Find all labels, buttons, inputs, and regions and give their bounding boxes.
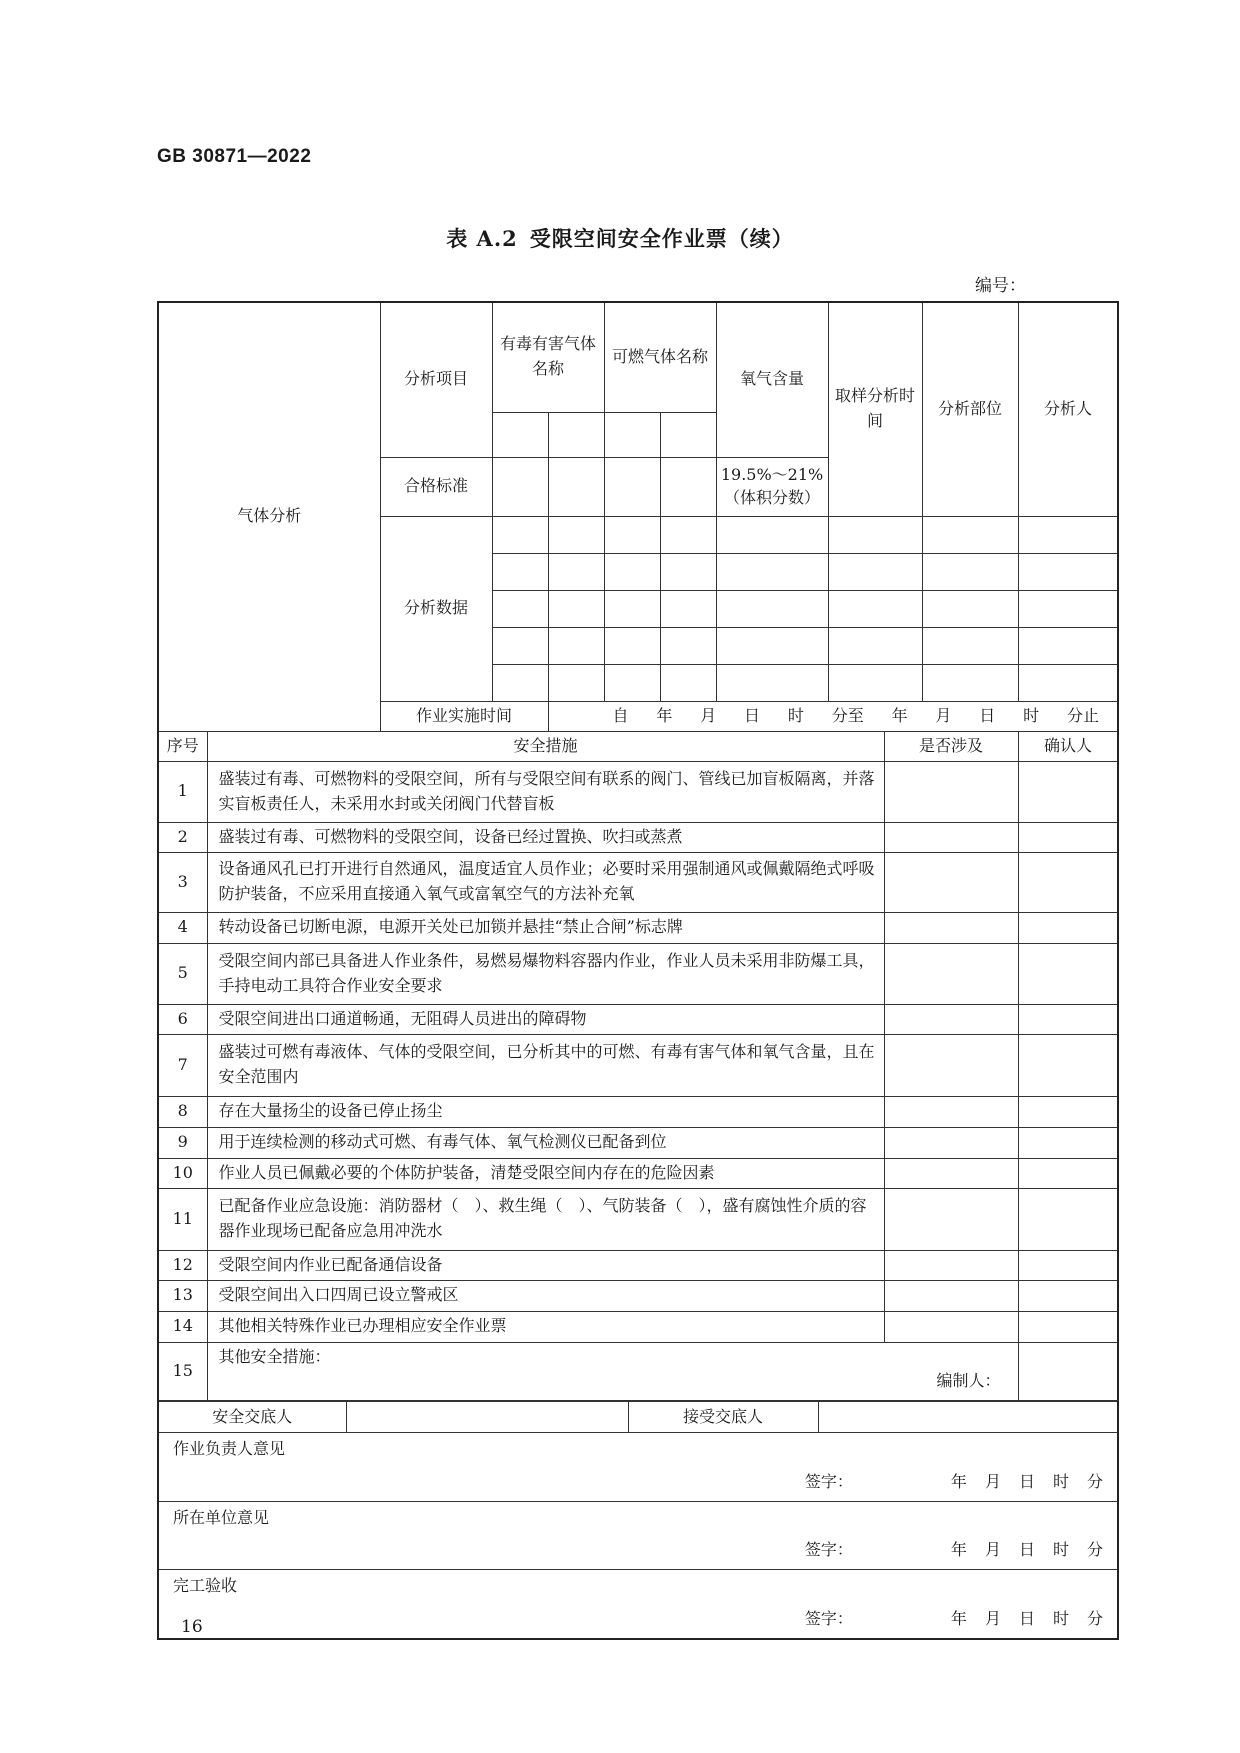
- analysis-item-label: 分析项目: [380, 302, 492, 457]
- data-cell[interactable]: [828, 664, 922, 701]
- year-label: 年: [950, 1471, 967, 1491]
- data-cell[interactable]: [660, 553, 716, 590]
- confirm-cell[interactable]: [1018, 1127, 1118, 1158]
- day-label: 日: [744, 705, 761, 725]
- opinion-unit-section[interactable]: [158, 1501, 1118, 1570]
- minute-label: 分: [1086, 1608, 1103, 1628]
- confirm-cell[interactable]: [1018, 822, 1118, 852]
- involved-cell[interactable]: [884, 1034, 1018, 1096]
- measure-no: 3: [158, 852, 207, 912]
- to-label: 分至: [831, 705, 864, 725]
- measure-no: 7: [158, 1034, 207, 1096]
- briefing-receiver-label: 接受交底人: [628, 1402, 818, 1433]
- table-name: 受限空间安全作业票（续）: [529, 226, 794, 251]
- measure-text: 作业人员已佩戴必要的个体防护装备，清楚受限空间内存在的危险因素: [207, 1158, 884, 1188]
- confirm-cell[interactable]: [1018, 1158, 1118, 1188]
- involved-cell[interactable]: [884, 1004, 1018, 1034]
- day-label: 日: [1018, 1540, 1035, 1560]
- data-cell[interactable]: [716, 553, 828, 590]
- oxygen-standard-unit: （体积分数）: [724, 487, 821, 507]
- toxic-gas-1-cell[interactable]: [492, 412, 548, 457]
- measure-no: 15: [158, 1342, 207, 1400]
- measure-no: 11: [158, 1188, 207, 1250]
- combustible-gas-1-cell[interactable]: [604, 412, 660, 457]
- data-cell[interactable]: [604, 590, 660, 627]
- signature-date: [933, 1607, 1103, 1632]
- data-cell[interactable]: [548, 516, 604, 553]
- hour-label: 时: [1023, 705, 1040, 725]
- data-cell[interactable]: [828, 553, 922, 590]
- from-label: 自: [612, 705, 629, 725]
- year-label: 年: [891, 705, 908, 725]
- day-label: 日: [1018, 1608, 1035, 1628]
- data-cell[interactable]: [660, 590, 716, 627]
- measure-text: 设备通风孔已打开进行自然通风，温度适宜人员作业；必要时采用强制通风或佩戴隔绝式呼吸防护装备，不应采用直接通入氧气或富氧空气的方法补充氧: [207, 852, 884, 912]
- confirm-cell[interactable]: [1018, 1034, 1118, 1096]
- data-cell[interactable]: [716, 664, 828, 701]
- confirm-cell[interactable]: [1018, 1188, 1118, 1250]
- measure-no: 13: [158, 1280, 207, 1311]
- data-cell[interactable]: [828, 627, 922, 664]
- opinion-leader-section[interactable]: [158, 1433, 1118, 1502]
- standard-label: 合格标准: [380, 457, 492, 516]
- measure-no: 2: [158, 822, 207, 852]
- work-time-label: 作业实施时间: [380, 701, 548, 731]
- month-label: 月: [935, 705, 952, 725]
- confirm-cell[interactable]: [1018, 1096, 1118, 1127]
- table-number: 表 A.2: [446, 226, 518, 251]
- measure-text: 用于连续检测的移动式可燃、有毒气体、氧气检测仪已配备到位: [207, 1127, 884, 1158]
- signoff-table: [157, 1401, 1119, 1640]
- col-header-measure: 安全措施: [207, 731, 884, 761]
- data-cell[interactable]: [828, 590, 922, 627]
- work-time-field[interactable]: [548, 701, 1118, 731]
- data-cell[interactable]: [548, 553, 604, 590]
- measure-text: 盛装过可燃有毒液体、气体的受限空间，已分析其中的可燃、有毒有害气体和氧气含量，且在安全范围内: [207, 1034, 884, 1096]
- minute-label: 分: [1086, 1471, 1103, 1491]
- confirm-cell[interactable]: [1018, 1342, 1118, 1400]
- involved-cell[interactable]: [884, 1096, 1018, 1127]
- measure-text: 受限空间内部已具备进人作业条件，易燃易爆物料容器内作业，作业人员未采用非防爆工具，手持电动工具符合作业安全要求: [207, 943, 884, 1004]
- data-cell[interactable]: [548, 627, 604, 664]
- data-cell[interactable]: [1018, 516, 1118, 553]
- toxic-gas-2-cell[interactable]: [548, 412, 604, 457]
- measure-text: 受限空间出入口四周已设立警戒区: [207, 1280, 884, 1311]
- involved-cell[interactable]: [884, 1311, 1018, 1342]
- col-header-involved: 是否涉及: [884, 731, 1018, 761]
- data-cell[interactable]: [828, 516, 922, 553]
- data-cell[interactable]: [492, 553, 548, 590]
- data-cell[interactable]: [492, 664, 548, 701]
- data-cell[interactable]: [1018, 590, 1118, 627]
- measure-text: 盛装过有毒、可燃物料的受限空间，设备已经过置换、吹扫或蒸煮: [207, 822, 884, 852]
- data-cell[interactable]: [922, 553, 1018, 590]
- briefing-giver-label: 安全交底人: [158, 1402, 346, 1433]
- measure-no: 5: [158, 943, 207, 1004]
- data-cell[interactable]: [660, 516, 716, 553]
- measure-text: 转动设备已切断电源，电源开关处已加锁并悬挂“禁止合闸”标志牌: [207, 912, 884, 943]
- standard-number: GB 30871—2022: [157, 146, 312, 167]
- signature-label: 签字：: [804, 1608, 853, 1628]
- hour-label: 时: [1052, 1540, 1069, 1560]
- oxygen-content-header: 氧气含量: [716, 302, 828, 457]
- analysis-position-header: 分析部位: [922, 302, 1018, 516]
- other-measures-field[interactable]: [207, 1342, 1018, 1400]
- confirm-cell[interactable]: [1018, 943, 1118, 1004]
- gas-analysis-label: 气体分析: [158, 302, 380, 731]
- toxic-gas-name-header: 有毒有害气体名称: [492, 302, 604, 412]
- minute-label: 分: [1086, 1540, 1103, 1560]
- measure-text: 盛装过有毒、可燃物料的受限空间，所有与受限空间有联系的阀门、管线已加盲板隔离，并落实盲板责任人，未采用水封或关闭阀门代替盲板: [207, 761, 884, 822]
- involved-cell[interactable]: [884, 1188, 1018, 1250]
- standard-combustible-1-cell[interactable]: [604, 457, 660, 516]
- measure-no: 12: [158, 1250, 207, 1280]
- confirm-cell[interactable]: [1018, 761, 1118, 822]
- confirm-cell[interactable]: [1018, 1250, 1118, 1280]
- confirm-cell[interactable]: [1018, 1280, 1118, 1311]
- standard-toxic-2-cell[interactable]: [548, 457, 604, 516]
- briefing-giver-field[interactable]: [346, 1402, 628, 1433]
- data-cell[interactable]: [922, 627, 1018, 664]
- data-cell[interactable]: [548, 664, 604, 701]
- data-cell[interactable]: [492, 627, 548, 664]
- month-label: 月: [984, 1540, 1001, 1560]
- data-cell[interactable]: [1018, 627, 1118, 664]
- measure-text: 其他相关特殊作业已办理相应安全作业票: [207, 1311, 884, 1342]
- data-cell[interactable]: [604, 664, 660, 701]
- completion-acceptance-section[interactable]: [158, 1570, 1118, 1639]
- data-cell[interactable]: [660, 627, 716, 664]
- data-cell[interactable]: [492, 590, 548, 627]
- measure-text: 受限空间内作业已配备通信设备: [207, 1250, 884, 1280]
- page-number: 16: [181, 1617, 203, 1637]
- measure-no: 1: [158, 761, 207, 822]
- data-cell[interactable]: [604, 516, 660, 553]
- signature-label: 签字：: [804, 1471, 853, 1491]
- involved-cell[interactable]: [884, 912, 1018, 943]
- year-label: 年: [950, 1608, 967, 1628]
- permit-table: [157, 301, 1119, 1401]
- month-label: 月: [700, 705, 717, 725]
- data-cell[interactable]: [604, 553, 660, 590]
- opinion-title: 完工验收: [173, 1576, 238, 1596]
- confirm-cell[interactable]: [1018, 912, 1118, 943]
- hour-label: 时: [1052, 1608, 1069, 1628]
- col-header-confirm: 确认人: [1018, 731, 1118, 761]
- opinion-title: 所在单位意见: [173, 1507, 270, 1527]
- involved-cell[interactable]: [884, 1127, 1018, 1158]
- other-measures-label: 其他安全措施：: [218, 1346, 331, 1366]
- analyst-header: 分析人: [1018, 302, 1118, 516]
- signature-date: [933, 1470, 1103, 1495]
- data-cell[interactable]: [716, 516, 828, 553]
- data-cell[interactable]: [922, 590, 1018, 627]
- measure-text: 受限空间进出口通道畅通，无阻碍人员进出的障碍物: [207, 1004, 884, 1034]
- involved-cell[interactable]: [884, 1280, 1018, 1311]
- measure-text: 已配备作业应急设施：消防器材（ ）、救生绳（ ）、气防装备（ ），盛有腐蚀性介质的容器作业现场已配备应急用冲洗水: [207, 1188, 884, 1250]
- measure-no: 10: [158, 1158, 207, 1188]
- year-label: 年: [656, 705, 673, 725]
- day-label: 日: [979, 705, 996, 725]
- year-label: 年: [950, 1540, 967, 1560]
- data-cell[interactable]: [660, 664, 716, 701]
- measure-no: 9: [158, 1127, 207, 1158]
- signature-date: [933, 1538, 1103, 1563]
- hour-label: 时: [1052, 1471, 1069, 1491]
- data-cell[interactable]: [922, 664, 1018, 701]
- serial-number-label: 编号：: [975, 276, 1026, 296]
- month-label: 月: [984, 1471, 1001, 1491]
- involved-cell[interactable]: [884, 852, 1018, 912]
- confirm-cell[interactable]: [1018, 1311, 1118, 1342]
- combustible-gas-2-cell[interactable]: [660, 412, 716, 457]
- opinion-title: 作业负责人意见: [173, 1439, 286, 1458]
- measure-text: 存在大量扬尘的设备已停止扬尘: [207, 1096, 884, 1127]
- table-title: [0, 223, 1240, 253]
- involved-cell[interactable]: [884, 1250, 1018, 1280]
- data-cell[interactable]: [1018, 553, 1118, 590]
- oxygen-standard: [716, 457, 828, 516]
- measure-no: 8: [158, 1096, 207, 1127]
- standard-toxic-1-cell[interactable]: [492, 457, 548, 516]
- signature-label: 签字：: [804, 1540, 853, 1560]
- preparer-label: 编制人：: [936, 1371, 1001, 1391]
- data-cell[interactable]: [922, 516, 1018, 553]
- measure-no: 14: [158, 1311, 207, 1342]
- day-label: 日: [1018, 1471, 1035, 1491]
- briefing-receiver-field[interactable]: [818, 1402, 1118, 1433]
- data-cell[interactable]: [1018, 664, 1118, 701]
- data-cell[interactable]: [492, 516, 548, 553]
- confirm-cell[interactable]: [1018, 852, 1118, 912]
- oxygen-standard-range: 19.5%～21%: [720, 465, 824, 485]
- standard-combustible-2-cell[interactable]: [660, 457, 716, 516]
- involved-cell[interactable]: [884, 761, 1018, 822]
- month-label: 月: [984, 1608, 1001, 1628]
- involved-cell[interactable]: [884, 822, 1018, 852]
- involved-cell[interactable]: [884, 1158, 1018, 1188]
- hour-label: 时: [787, 705, 804, 725]
- data-cell[interactable]: [604, 627, 660, 664]
- data-cell[interactable]: [716, 627, 828, 664]
- end-label: 分止: [1066, 705, 1099, 725]
- measure-no: 4: [158, 912, 207, 943]
- involved-cell[interactable]: [884, 943, 1018, 1004]
- data-cell[interactable]: [716, 590, 828, 627]
- sampling-time-header: 取样分析时间: [828, 302, 922, 516]
- col-header-no: 序号: [158, 731, 207, 761]
- data-cell[interactable]: [548, 590, 604, 627]
- analysis-data-label: 分析数据: [380, 516, 492, 701]
- measure-no: 6: [158, 1004, 207, 1034]
- confirm-cell[interactable]: [1018, 1004, 1118, 1034]
- combustible-gas-name-header: 可燃气体名称: [604, 302, 716, 412]
